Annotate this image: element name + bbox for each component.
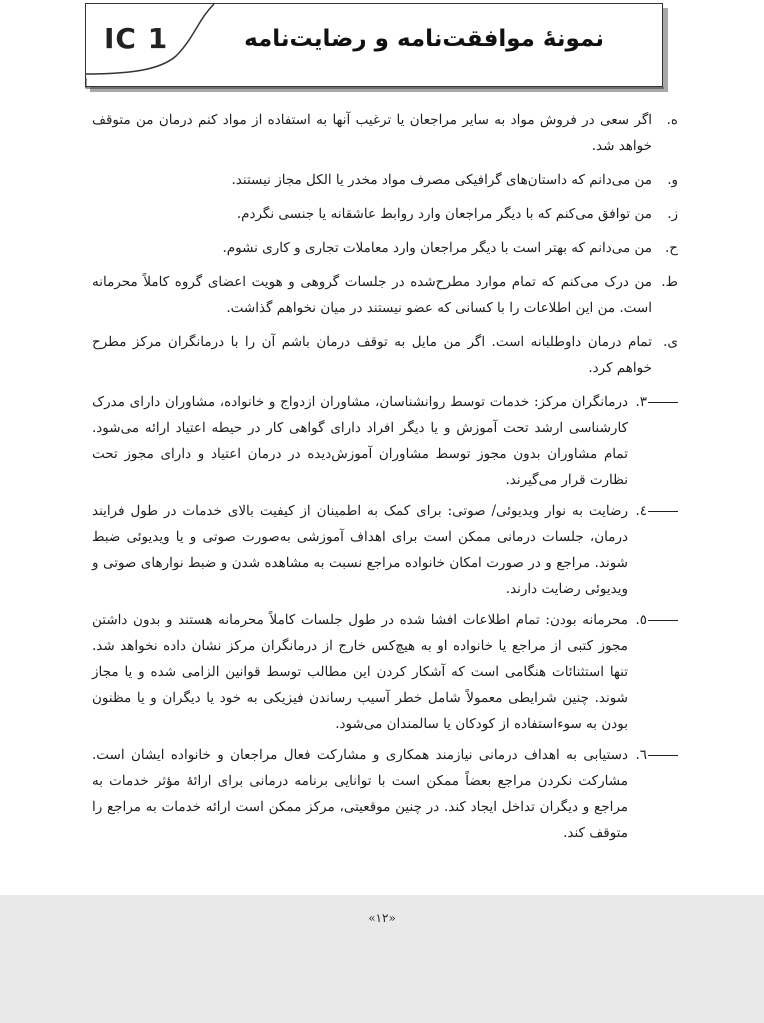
item-text: من می‌دانم که بهتر است با دیگر مراجعان وارد معاملات تجاری و کاری نشوم.: [222, 240, 652, 256]
item-marker: ط.: [661, 274, 678, 290]
item-marker: ح.: [664, 240, 678, 256]
item-text: من توافق می‌کنم که با دیگر مراجعان وارد روابط عاشقانه یا جنسی نگردم.: [236, 206, 652, 222]
list-item: [92, 167, 678, 193]
list-item: [92, 269, 678, 321]
section-number: ۳.: [635, 394, 647, 410]
list-item: [92, 235, 678, 261]
list-item: [92, 201, 678, 227]
section-rule: [648, 620, 678, 621]
item-text: من می‌دانم که داستان‌های گرافیکی مصرف مواد مخدر یا الکل مجاز نیستند.: [231, 172, 652, 188]
section-code: IC 1: [104, 22, 169, 55]
page-title: نمونهٔ موافقت‌نامه و رضایت‌نامه: [244, 26, 604, 52]
numbered-section: [92, 607, 678, 737]
list-item: [92, 329, 678, 381]
section-number: ٥.: [635, 612, 647, 628]
item-marker: و.: [667, 172, 678, 188]
section-text: رضایت به نوار ویدیوئی/ صوتی: برای کمک به اطمینان از کیفیت بالای خدمات در طول فرایند درمان، جلسات درمانی ممکن است برای اهداف آموزشی به‌صورت صوتی و یا ویدیوئی ضبط شوند. مراجع و در صورت امکان خانواده مراجع نسبت به مشاهده شدن و ضبط نوارهای صوتی و ویدیوئی رضایت دارند.: [92, 503, 628, 597]
section-rule: [648, 511, 678, 512]
item-text: تمام درمان داوطلبانه است. اگر من مایل به توقف درمان باشم آن را با درمانگران مرکز مطرح خواهم کرد.: [92, 334, 652, 376]
numbered-section: [92, 389, 678, 493]
item-marker: ه.: [666, 112, 678, 128]
item-text: اگر سعی در فروش مواد به سایر مراجعان یا ترغیب آنها به استفاده از مواد کنم درمان من متوقف خواهد شد.: [92, 112, 652, 154]
numbered-section: [92, 498, 678, 602]
item-marker: ز.: [667, 206, 678, 222]
section-text: محرمانه بودن: تمام اطلاعات افشا شده در طول جلسات کاملاً محرمانه هستند و بدون داشتن مجوز کتبی از مراجع یا خانواده او به هیچ‌کس خارج از درمانگران مرکز نشان داده نخواهد شد. تنها استثنائات هنگامی است که آشکار کردن این مطالب توسط قوانین الزامی شده و یا مجاز شوند. چنین شرایطی معمولاً شامل خطر آسیب رساندن فیزیکی به خود یا دیگران و یا مظنون بودن به سوءاستفاده از کودکان یا سالمندان می‌شود.: [92, 612, 628, 732]
item-text: من درک می‌کنم که تمام موارد مطرح‌شده در جلسات گروهی و هویت اعضای گروه کاملاً محرمانه است. من این اطلاعات را با کسانی که عضو نیستند در میان نخواهم گذاشت.: [92, 274, 652, 316]
section-number: ٦.: [635, 747, 647, 763]
section-number: ٤.: [635, 503, 647, 519]
document-body: [92, 107, 678, 851]
numbered-section: [92, 742, 678, 846]
section-text: درمانگران مرکز: خدمات توسط روانشناسان، مشاوران ازدواج و خانواده، مشاوران دارای مدرک کارشناسی ارشد تحت آموزش و یا دیگر افراد دارای گواهی کار در حیطه اعتیاد ارائه می‌شود. تمام مشاوران بدون مجوز توسط مشاوران آموزش‌دیده در درمان اعتیاد و دارای مجوز تحت نظارت قرار می‌گیرند.: [92, 394, 628, 488]
list-item: [92, 107, 678, 159]
item-marker: ی.: [663, 334, 678, 350]
section-rule: [648, 402, 678, 403]
section-text: دستیابی به اهداف درمانی نیازمند همکاری و مشارکت فعال مراجعان و خانواده ایشان است. مشارکت نکردن مراجع بعضاً ممکن است با توانایی برنامه درمانی برای ارائهٔ مؤثر خدمات به مراجع و دیگران تداخل ایجاد کند. در چنین موقعیتی، مرکز ممکن است ارائه خدمات به مراجع را متوقف کند.: [92, 747, 628, 841]
section-rule: [648, 755, 678, 756]
page-number: «۱۲»: [368, 911, 396, 925]
